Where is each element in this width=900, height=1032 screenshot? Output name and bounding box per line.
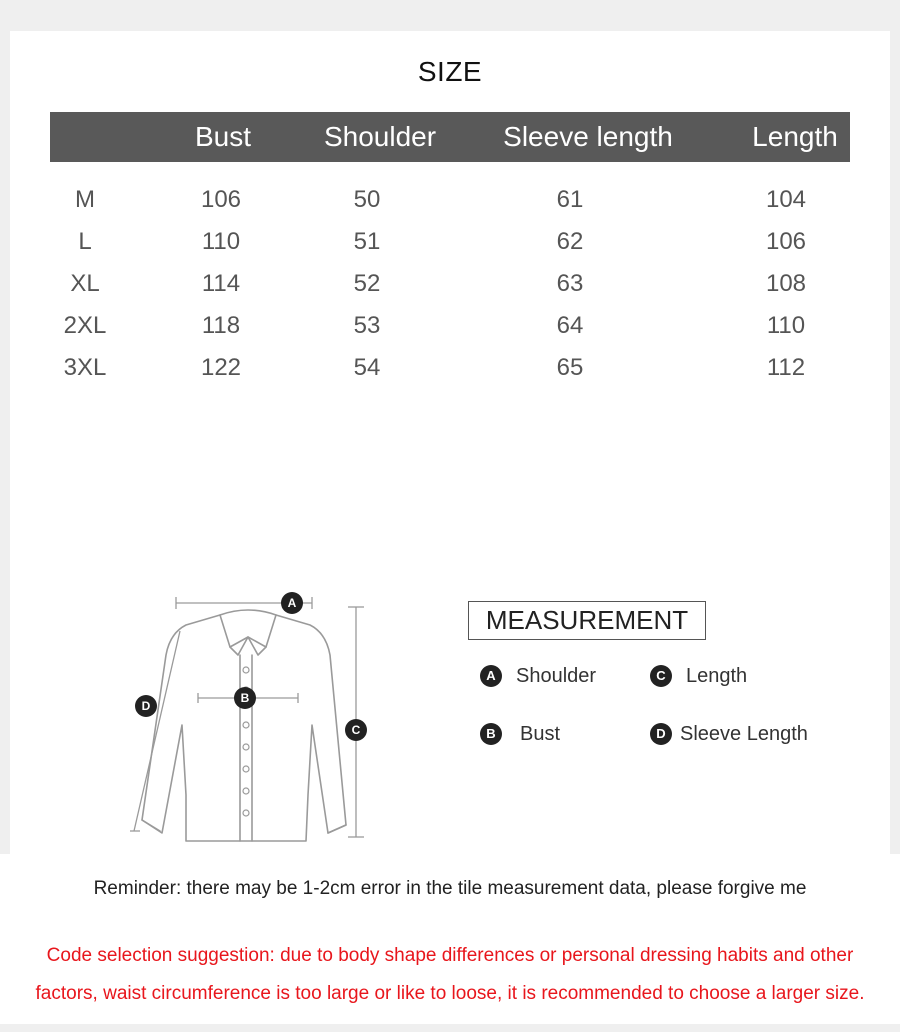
cell-bust: 114 bbox=[201, 270, 241, 297]
legend-label: Shoulder bbox=[516, 664, 597, 687]
cell-length: 106 bbox=[765, 228, 807, 255]
cell-shoulder: 54 bbox=[353, 354, 381, 381]
suggestion-line-2: factors, waist circumference is too large or like to loose, it is recommended to choose a larger size. bbox=[35, 983, 865, 1004]
marker-d: D bbox=[141, 699, 151, 713]
legend-item-bust bbox=[480, 721, 560, 747]
shirt-outline-icon bbox=[120, 585, 380, 847]
cell-sleeve-length: 63 bbox=[556, 270, 584, 297]
cell-size: L bbox=[78, 228, 92, 255]
legend-label: Bust bbox=[520, 722, 561, 745]
cell-sleeve-length: 62 bbox=[556, 228, 584, 255]
header-length: Length bbox=[752, 121, 838, 152]
cell-sleeve-length: 61 bbox=[556, 186, 584, 213]
cell-sleeve-length: 64 bbox=[556, 312, 584, 339]
legend-item-sleeve-length bbox=[650, 721, 808, 747]
cell-length: 112 bbox=[766, 354, 806, 381]
cell-bust: 122 bbox=[200, 354, 242, 381]
legend-item-length bbox=[650, 663, 747, 689]
cell-size: 2XL bbox=[63, 312, 107, 339]
cell-length: 104 bbox=[765, 186, 807, 213]
marker-c: C bbox=[351, 723, 361, 737]
cell-shoulder: 50 bbox=[353, 186, 381, 213]
legend-badge-a: A bbox=[480, 665, 502, 687]
legend-badge-b: B bbox=[480, 723, 502, 745]
header-shoulder: Shoulder bbox=[323, 121, 437, 152]
cell-size: 3XL bbox=[63, 354, 107, 381]
marker-a: A bbox=[287, 596, 297, 610]
header-bust: Bust bbox=[194, 121, 252, 152]
marker-b: B bbox=[240, 691, 250, 705]
legend-badge-d: D bbox=[650, 723, 672, 745]
cell-shoulder: 51 bbox=[353, 228, 381, 255]
reminder-text: Reminder: there may be 1-2cm error in the tile measurement data, please forgive me bbox=[93, 878, 807, 899]
cell-length: 108 bbox=[765, 270, 807, 297]
cell-shoulder: 53 bbox=[353, 312, 381, 339]
legend-label: Length bbox=[686, 664, 748, 687]
measurement-title: MEASUREMENT bbox=[468, 601, 706, 640]
legend-item-shoulder bbox=[480, 663, 596, 689]
cell-shoulder: 52 bbox=[353, 270, 381, 297]
cell-bust: 106 bbox=[200, 186, 242, 213]
cell-size: M bbox=[75, 186, 95, 213]
legend-badge-c: C bbox=[650, 665, 672, 687]
cell-bust: 118 bbox=[201, 312, 241, 339]
cell-sleeve-length: 65 bbox=[556, 354, 584, 381]
header-size bbox=[50, 112, 120, 162]
cell-size: XL bbox=[70, 270, 100, 297]
cell-length: 110 bbox=[766, 312, 806, 339]
suggestion-line-1: Code selection suggestion: due to body shape differences or personal dressing habits and other bbox=[46, 945, 854, 966]
header-sleeve-length: Sleeve length bbox=[503, 121, 673, 152]
size-title: SIZE bbox=[417, 56, 483, 87]
legend-label: Sleeve Length bbox=[680, 722, 808, 745]
cell-bust: 110 bbox=[201, 228, 241, 255]
